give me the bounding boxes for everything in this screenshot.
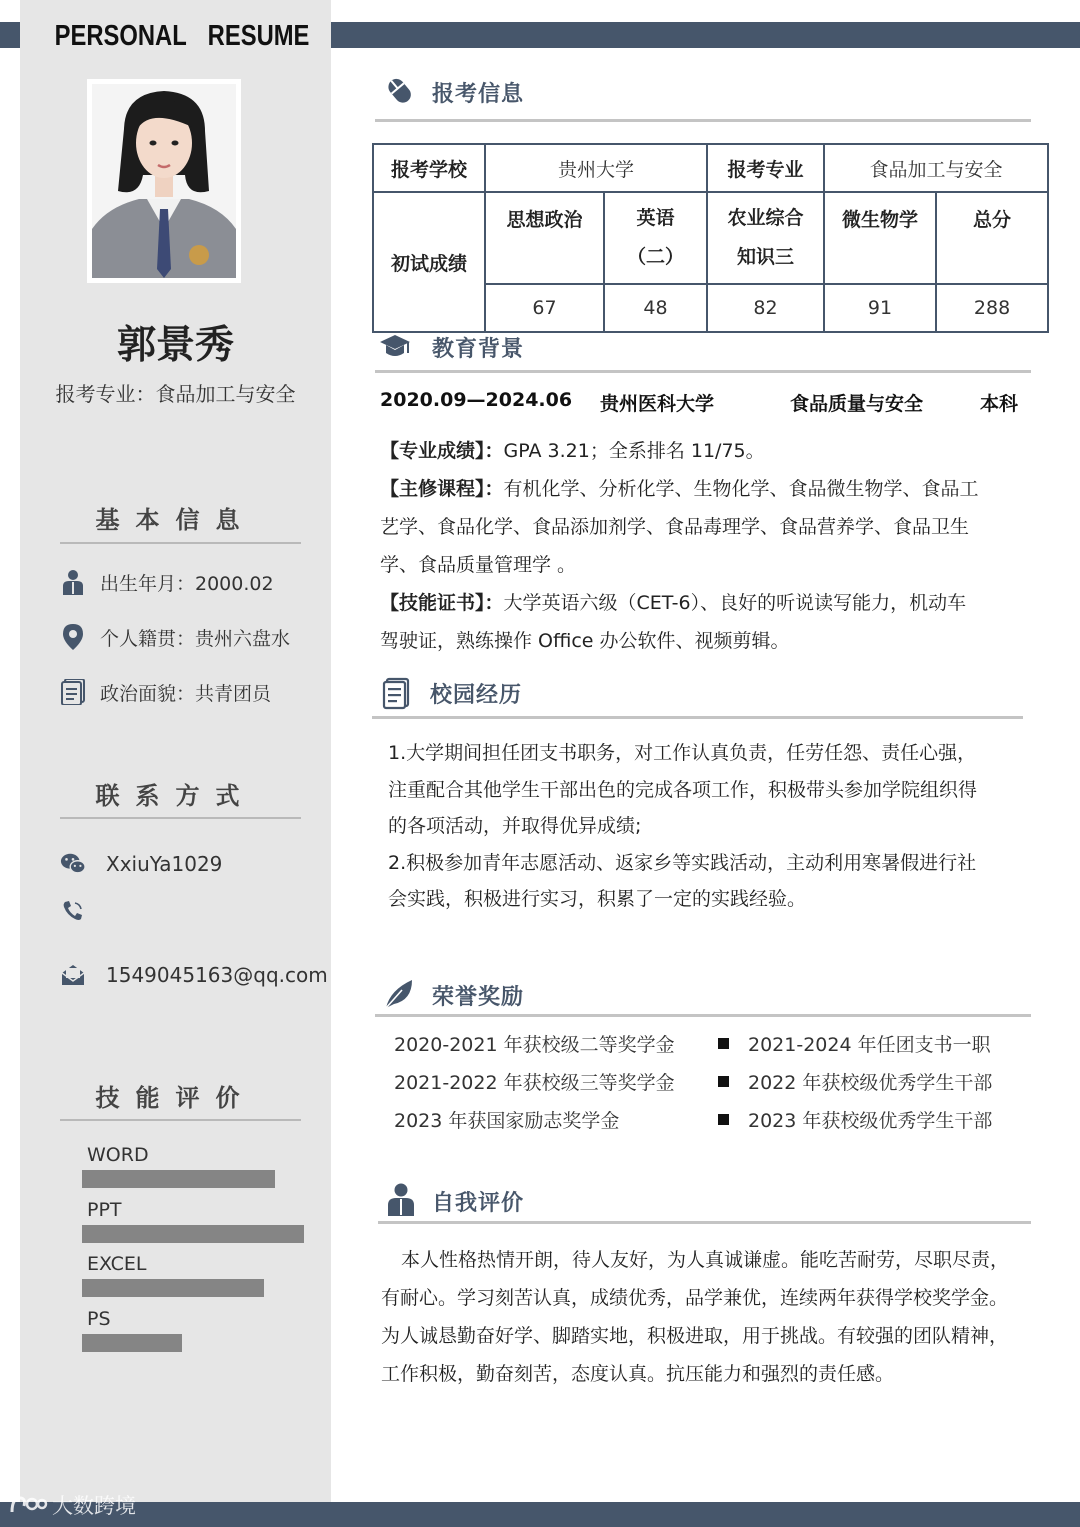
edu-degree: 本科 xyxy=(980,393,1019,415)
skill-bar-excel xyxy=(82,1279,264,1297)
bullet-icon xyxy=(718,1076,729,1087)
edu-major: 食品质量与安全 xyxy=(790,393,924,415)
major-cell: 食品加工与安全 xyxy=(824,144,1048,192)
skill-bar-ppt xyxy=(82,1225,304,1243)
watermark xyxy=(8,1490,136,1520)
subject-line: 思想政治 xyxy=(506,209,583,231)
subject-cell xyxy=(824,192,936,284)
major-label-cell: 报考专业 xyxy=(707,144,824,192)
politics-text: 政治面貌：共青团员 xyxy=(100,682,272,705)
birth-row xyxy=(60,567,274,597)
subject-cell xyxy=(707,192,824,284)
education-rule xyxy=(375,370,1031,373)
campus-line: 2.积极参加青年志愿活动、返家乡等实践活动，主动利用寒暑假进行社 xyxy=(388,851,977,874)
mouse-icon xyxy=(382,73,416,111)
self-eval-rule xyxy=(378,1221,1031,1224)
courses-line: 艺学、食品化学、食品添加剂学、食品毒理学、食品营养学、食品卫生 xyxy=(380,516,970,538)
campus-line: 的各项活动，并取得优异成绩; xyxy=(388,815,642,837)
wechat-icon xyxy=(60,851,86,877)
honor-item: 2023 年获国家励志奖学金 xyxy=(394,1110,620,1132)
campus-heading: 校园经历 xyxy=(430,683,523,708)
subject-line: 总分 xyxy=(973,209,1012,231)
location-pin-icon xyxy=(60,624,86,650)
basic-info-rule xyxy=(60,542,301,544)
courses-line: 学、食品质量管理学 。 xyxy=(380,554,577,576)
header-title: PERSONAL RESUME xyxy=(54,19,310,52)
grades-line xyxy=(380,432,1040,470)
subject-line: （二） xyxy=(627,246,685,268)
politics-row xyxy=(60,677,271,707)
self-eval-heading: 自我评价 xyxy=(432,1191,525,1216)
score-cell: 67 xyxy=(485,284,604,332)
honors-heading: 荣誉奖励 xyxy=(432,985,525,1010)
school-label-cell: 报考学校 xyxy=(373,144,485,192)
edu-school: 贵州医科大学 xyxy=(600,393,715,415)
scores-label-cell: 初试成绩 xyxy=(373,192,485,332)
person-icon xyxy=(60,569,86,595)
wechat-row xyxy=(60,849,222,879)
basic-info-heading: 基本信息 xyxy=(95,506,256,534)
campus-line: 注重配合其他学生干部出色的完成各项工作，积极带头参加学院组织得 xyxy=(388,778,978,801)
skills-heading: 技能评价 xyxy=(95,1084,256,1112)
exam-info-rule xyxy=(375,119,1031,122)
skill-label-word: WORD xyxy=(87,1144,149,1166)
self-eval-line: 有耐心。学习刻苦认真，成绩优秀，品学兼优，连续两年获得学校奖学金。 xyxy=(381,1287,1009,1309)
self-eval-line: 为人诚恳勤奋好学、脚踏实地，积极进取，用于挑战。有较强的团队精神， xyxy=(381,1325,1009,1347)
skill-label-ps: PS xyxy=(87,1308,111,1330)
phone-row xyxy=(60,896,106,926)
exam-table xyxy=(372,143,1049,333)
certs-line xyxy=(380,584,1040,622)
honor-item: 2022 年获校级优秀学生干部 xyxy=(748,1072,993,1094)
certs-line: 驾驶证，熟练操作 Office 办公软件、视频剪辑。 xyxy=(380,630,790,652)
campus-line: 会实践，积极进行实习，积累了一定的实践经验。 xyxy=(388,888,807,910)
score-cell: 48 xyxy=(604,284,707,332)
exam-info-heading: 报考信息 xyxy=(432,82,525,107)
profile-photo xyxy=(87,79,241,283)
footer-band xyxy=(0,1502,1080,1527)
campus-rule xyxy=(372,716,1023,719)
notebook-icon xyxy=(380,676,414,714)
honors-rule xyxy=(375,1014,1031,1017)
skills-rule xyxy=(60,1119,301,1121)
honor-item: 2021-2022 年获校级三等奖学金 xyxy=(394,1072,675,1094)
score-cell: 288 xyxy=(936,284,1048,332)
self-eval-line: 工作积极，勤奋刻苦，态度认真。抗压能力和强烈的责任感。 xyxy=(381,1363,895,1385)
email-text: 1549045163@qq.com xyxy=(106,963,328,987)
self-eval-body xyxy=(381,1241,1041,1393)
skill-label-excel: EXCEL xyxy=(87,1253,147,1275)
target-major: 报考专业：食品加工与安全 xyxy=(55,382,296,406)
skill-label-ppt: PPT xyxy=(87,1199,122,1221)
subject-line: 知识三 xyxy=(737,246,795,268)
subject-line: 微生物学 xyxy=(842,209,919,231)
courses-line xyxy=(380,470,1040,508)
score-cell: 91 xyxy=(824,284,936,332)
honor-item: 2023 年获校级优秀学生干部 xyxy=(748,1110,993,1132)
origin-row xyxy=(60,622,290,652)
skill-bar-word xyxy=(82,1170,275,1188)
person-icon xyxy=(384,1182,418,1220)
origin-text: 个人籍贯：贵州六盘水 xyxy=(100,627,291,650)
watermark-text: 大数跨境 xyxy=(52,1494,136,1518)
subject-cell xyxy=(485,192,604,284)
certs-text: 大学英语六级（CET-6）、良好的听说读写能力，机动车 xyxy=(503,592,967,614)
document-icon xyxy=(60,679,86,705)
edu-details xyxy=(380,432,1040,660)
contact-heading: 联系方式 xyxy=(95,782,256,810)
honor-item: 2021-2024 年任团支书一职 xyxy=(748,1034,991,1056)
bullet-icon xyxy=(718,1038,729,1049)
subject-line: 农业综合 xyxy=(727,207,804,229)
contact-rule xyxy=(60,817,301,819)
courses-text: 有机化学、分析化学、生物化学、食品微生物学、食品工 xyxy=(503,478,979,500)
skill-bar-ps xyxy=(82,1334,182,1352)
self-eval-line: 本人性格热情开朗，待人友好，为人真诚谦虚。能吃苦耐劳，尽职尽责， xyxy=(401,1249,1010,1271)
school-cell: 贵州大学 xyxy=(485,144,707,192)
birth-text: 出生年月：2000.02 xyxy=(100,572,274,595)
courses-label: 【主修课程】： xyxy=(380,478,504,500)
watermark-logo-icon xyxy=(8,1492,48,1518)
grades-label: 【专业成绩】： xyxy=(380,440,504,462)
grades-text: GPA 3.21；全系排名 11/75。 xyxy=(503,440,765,462)
graduation-cap-icon xyxy=(378,330,412,368)
leaf-icon xyxy=(382,976,416,1014)
phone-icon xyxy=(60,898,86,924)
honor-item: 2020-2021 年获校级二等奖学金 xyxy=(394,1034,675,1056)
email-icon xyxy=(60,962,86,988)
campus-body xyxy=(388,735,1028,918)
education-heading: 教育背景 xyxy=(432,337,525,362)
score-cell: 82 xyxy=(707,284,824,332)
email-row xyxy=(60,960,328,990)
bullet-icon xyxy=(718,1114,729,1125)
edu-period: 2020.09—2024.06 xyxy=(380,389,573,411)
candidate-name: 郭景秀 xyxy=(116,323,234,368)
subject-cell xyxy=(936,192,1048,284)
wechat-text: XxiuYa1029 xyxy=(106,852,223,876)
subject-line: 英语 xyxy=(636,207,675,229)
certs-label: 【技能证书】： xyxy=(380,592,504,614)
subject-cell xyxy=(604,192,707,284)
campus-line: 1.大学期间担任团支书职务，对工作认真负责，任劳任怨、责任心强， xyxy=(388,742,977,764)
